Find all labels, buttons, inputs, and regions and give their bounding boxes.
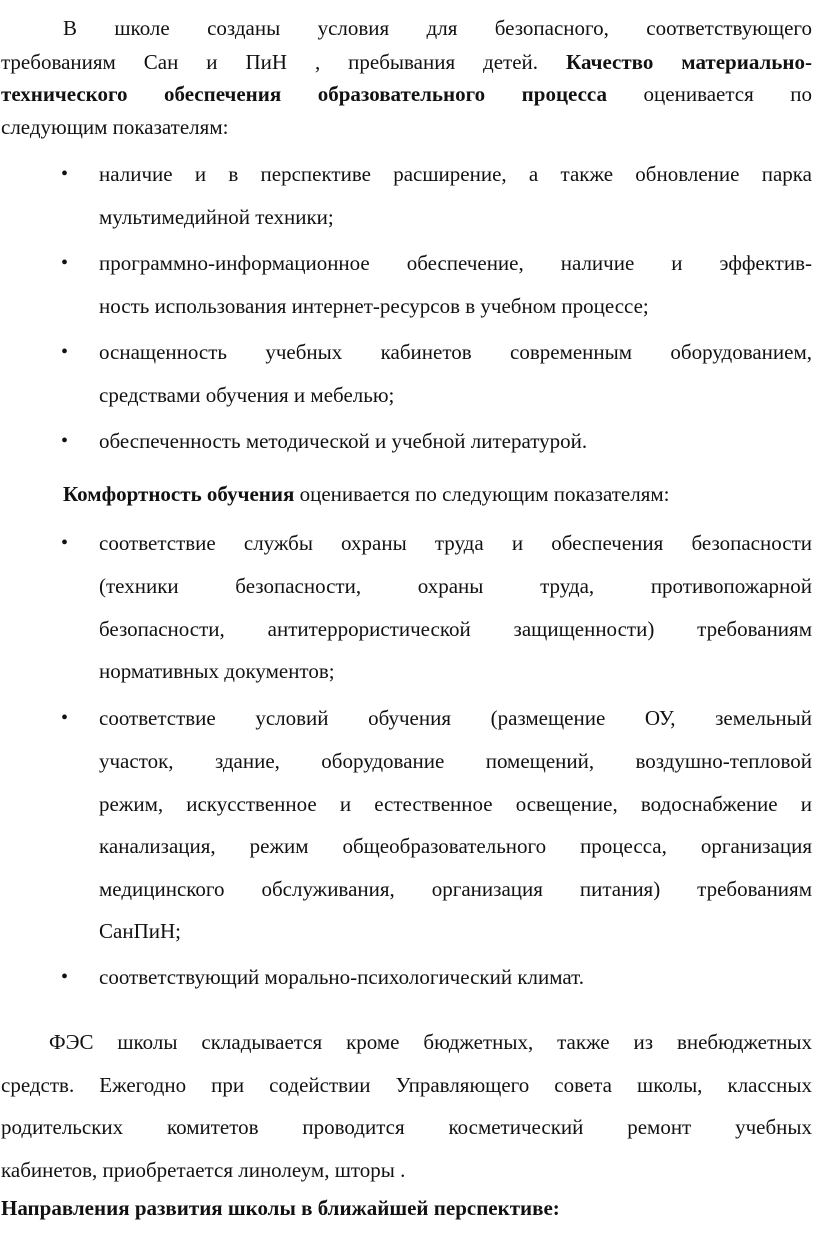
comfort-item-2-line-1: соответствие условий обучения (размещение ОУ, земельный: [99, 706, 812, 730]
comfort-item-2-line-2: участок, здание, оборудование помещений, воздушно-тепловой: [99, 749, 812, 773]
comfort-item-1-line-3: безопасности, антитеррористической защищенности) требованиям: [99, 617, 812, 641]
material-item-3-line-2: средствами обучения и мебелью;: [99, 383, 395, 407]
fes-line-3: родительских комитетов проводится косметический ремонт учебных: [1, 1115, 812, 1139]
intro-line-1: В школе созданы условия для безопасного, соответствующего: [63, 16, 812, 40]
section-heading: Направления развития школы в ближайшей перспективе:: [1, 1196, 560, 1220]
comfort-item-1-line-1: соответствие службы охраны труда и обеспечения безопасности: [99, 531, 812, 555]
material-item-2-line-2: ность использования интернет-ресурсов в учебном процессе;: [99, 294, 649, 318]
material-item-1-line-2: мультимедийной техники;: [99, 205, 334, 229]
comfort-item-2-line-5: медицинского обслуживания, организация питания) требованиям: [99, 877, 812, 901]
fes-line-2: средств. Ежегодно при содействии Управляющего совета школы, классных: [1, 1073, 812, 1097]
intro-line-3: [1, 79, 812, 109]
material-item-1-line-1: наличие и в перспективе расширение, а также обновление парка: [99, 162, 812, 186]
comfort-bold: Комфортность обучения: [63, 482, 295, 506]
comfort-item-3-line-1: соответствующий морально-психологический климат.: [99, 965, 585, 989]
material-item-2-line-1: программно-информационное обеспечение, наличие и эффектив-: [99, 251, 812, 275]
intro-line-3-text: оценивается по: [643, 82, 813, 106]
fes-line-4: кабинетов, приобретается линолеум, шторы .: [1, 1158, 406, 1182]
comfort-item-1-line-4: нормативных документов;: [99, 659, 335, 683]
bullet-7: •: [61, 966, 69, 988]
bullet-6: •: [61, 707, 69, 729]
bullet-2: •: [61, 252, 69, 274]
comfort-item-2-line-3: режим, искусственное и естественное освещение, водоснабжение и: [99, 792, 812, 816]
intro-bold-process: технического обеспечения образовательного процесса: [1, 82, 608, 106]
bullet-4: •: [61, 430, 69, 452]
bullet-1: •: [61, 163, 69, 185]
intro-line-2-text: требованиям Сан и ПиН , пребывания детей.: [1, 50, 539, 74]
comfort-item-2-line-4: канализация, режим общеобразовательного процесса, организация: [99, 834, 812, 858]
fes-line-1: ФЭС школы складывается кроме бюджетных, также из внебюджетных: [49, 1030, 812, 1054]
comfort-line: [63, 479, 812, 509]
comfort-item-2-line-6: СанПиН;: [99, 919, 181, 943]
intro-line-2: [1, 47, 812, 77]
intro-line-4: следующим показателям:: [1, 115, 229, 139]
bullet-5: •: [61, 532, 69, 554]
comfort-item-1-line-2: (техники безопасности, охраны труда, противопожарной: [99, 574, 812, 598]
bullet-3: •: [61, 341, 69, 363]
material-item-4-line-1: обеспеченность методической и учебной литературой.: [99, 429, 588, 453]
intro-bold-quality: Качество материально-: [566, 50, 813, 74]
comfort-rest: оценивается по следующим показателям:: [294, 482, 670, 506]
material-item-3-line-1: оснащенность учебных кабинетов современным оборудованием,: [99, 340, 812, 364]
